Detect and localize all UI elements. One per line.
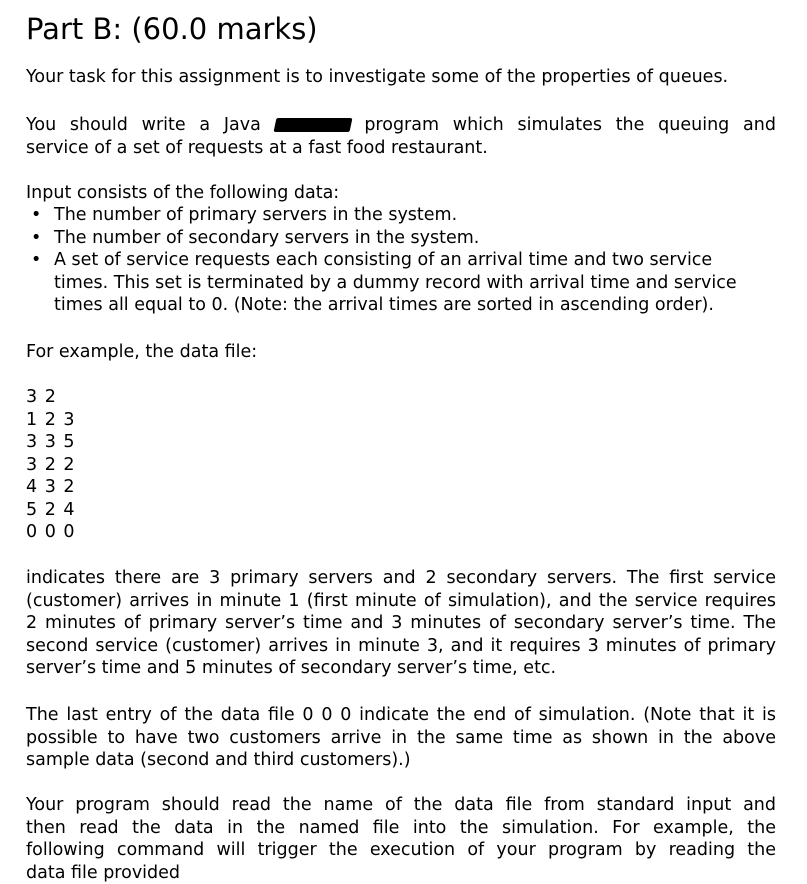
read-instructions-paragraph — [26, 794, 776, 884]
input-heading — [26, 182, 776, 205]
read-instructions-line: Your program should read the name of the data file from standard input and — [26, 794, 776, 817]
bullet-item — [26, 249, 776, 317]
task-line-2: service of a set of requests at a fast food restaurant. — [26, 137, 776, 160]
bullet-line: The number of secondary servers in the system. — [54, 227, 776, 250]
input-bullet-list — [26, 204, 776, 317]
sample-data-file — [26, 386, 76, 544]
data-file-line: 3 2 — [26, 386, 76, 409]
bullet-item — [26, 204, 776, 227]
read-instructions-line: following command will trigger the execution of your program by reading the — [26, 839, 776, 862]
explanation-line: 2 minutes of primary server’s time and 3 minutes of secondary server’s time. The — [26, 612, 776, 635]
bullet-line: The number of primary servers in the system. — [54, 204, 776, 227]
intro-line: Your task for this assignment is to investigate some of the properties of queues. — [26, 66, 776, 89]
explanation-line: second service (customer) arrives in minute 3, and it requires 3 minutes of primary — [26, 635, 776, 658]
task-text-before: You should write a Java — [26, 115, 261, 135]
task-text-after: program which simulates the queuing and — [364, 115, 776, 135]
task-paragraph — [26, 114, 776, 159]
intro-paragraph — [26, 66, 776, 89]
data-file-line: 4 3 2 — [26, 476, 76, 499]
page-title: Part B: (60.0 marks) — [26, 12, 318, 46]
bullet-line: A set of service requests each consisting of an arrival time and two service — [54, 249, 776, 272]
data-file-line: 3 2 2 — [26, 454, 76, 477]
input-heading-text: Input consists of the following data: — [26, 182, 776, 205]
redaction-mark — [273, 118, 352, 132]
data-file-line: 1 2 3 — [26, 409, 76, 432]
data-file-line: 3 3 5 — [26, 431, 76, 454]
bullet-dot: • — [31, 204, 41, 227]
bullet-line: times. This set is terminated by a dummy record with arrival time and service — [54, 272, 776, 295]
bullet-line: times all equal to 0. (Note: the arrival times are sorted in ascending order). — [54, 294, 776, 317]
last-entry-line: The last entry of the data file 0 0 0 indicate the end of simulation. (Note that it is — [26, 704, 776, 727]
last-entry-paragraph — [26, 704, 776, 772]
example-heading-text: For example, the data file: — [26, 341, 776, 364]
example-heading — [26, 341, 776, 364]
bullet-dot: • — [31, 249, 41, 272]
data-file-line: 5 2 4 — [26, 499, 76, 522]
bullet-item — [26, 227, 776, 250]
last-entry-line: sample data (second and third customers).) — [26, 749, 776, 772]
explanation-line: (customer) arrives in minute 1 (first minute of simulation), and the service requires — [26, 590, 776, 613]
read-instructions-line: then read the data in the named file into the simulation. For example, the — [26, 817, 776, 840]
task-line-1 — [26, 114, 776, 137]
read-instructions-line: data file provided — [26, 862, 776, 884]
explanation-line: indicates there are 3 primary servers and 2 secondary servers. The first service — [26, 567, 776, 590]
last-entry-line: possible to have two customers arrive in the same time as shown in the above — [26, 727, 776, 750]
bullet-dot: • — [31, 227, 41, 250]
data-file-line: 0 0 0 — [26, 521, 76, 544]
explanation-paragraph — [26, 567, 776, 680]
explanation-line: server’s time and 5 minutes of secondary server’s time, etc. — [26, 657, 776, 680]
